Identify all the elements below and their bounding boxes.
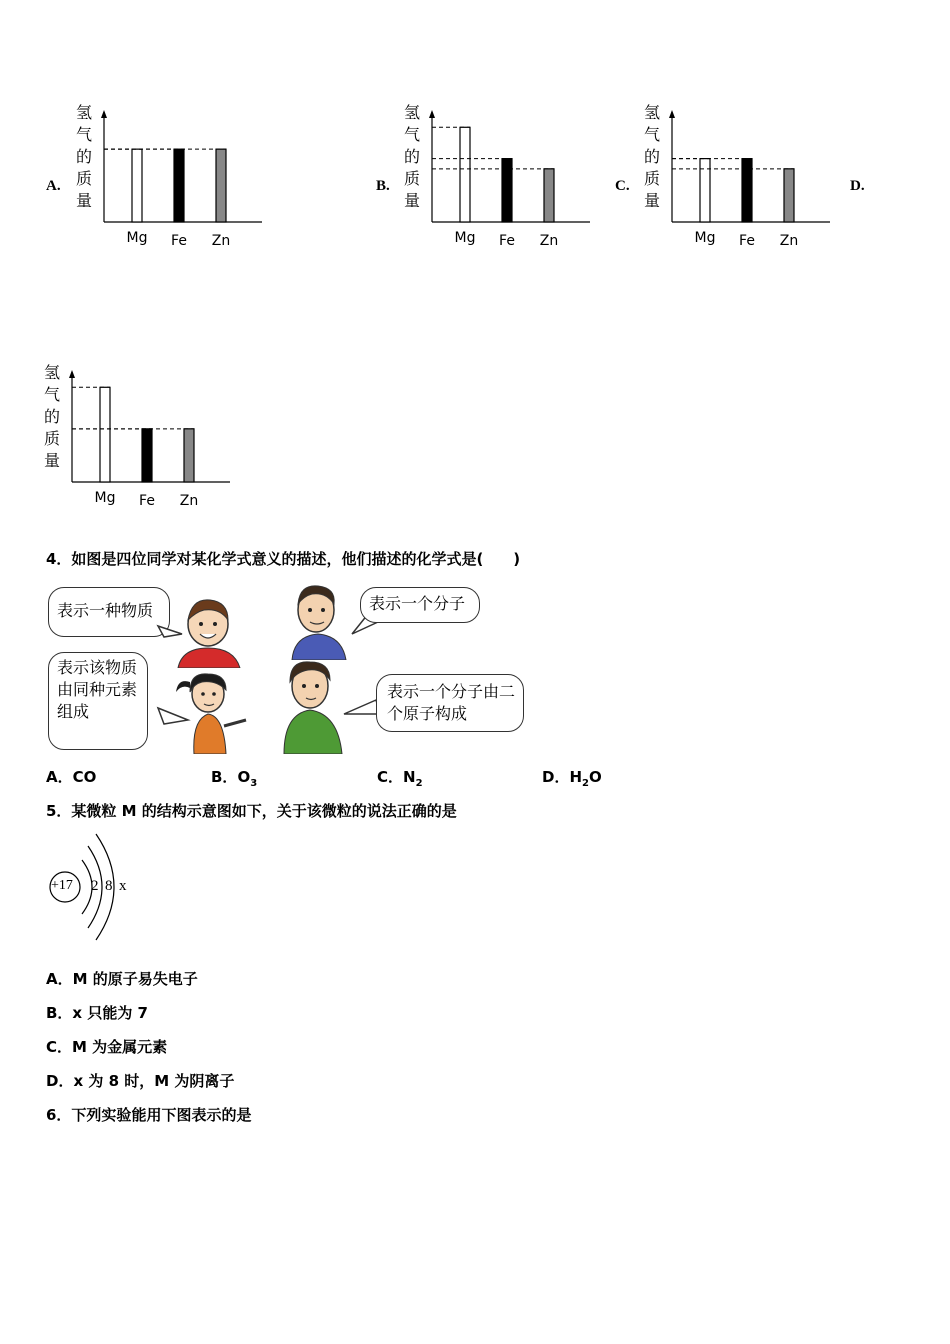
y-axis-label-char: 氢 <box>44 363 61 382</box>
shell-1-count: 2 <box>91 878 99 894</box>
bar-zn <box>184 429 194 482</box>
question-5-text: 5．某微粒 M 的结构示意图如下，关于该微粒的说法正确的是 <box>46 802 457 820</box>
q4-choice-d-subscript: 2 <box>582 778 589 789</box>
bar-zn <box>784 169 794 222</box>
bar-fe <box>742 159 752 222</box>
q4-choice-c-formula: N <box>403 768 416 786</box>
y-axis-label-char: 氢 <box>76 103 93 122</box>
y-axis-label-char: 的 <box>76 147 93 166</box>
x-tick-label: Zn <box>779 233 799 249</box>
y-axis-arrow <box>101 110 107 118</box>
q4-choice-b[interactable] <box>211 766 257 789</box>
q4-choice-d-formula: H <box>569 768 583 786</box>
x-tick-label: Zn <box>211 233 231 249</box>
student-4-figure <box>280 658 354 754</box>
x-tick-label: Mg <box>126 230 148 246</box>
bar-fe <box>502 159 512 222</box>
speech-bubble-4 <box>376 674 524 732</box>
option-letter-a: A. <box>46 178 61 194</box>
x-tick-label: Fe <box>499 233 515 249</box>
speech-bubble-2 <box>360 587 480 623</box>
y-axis-label-char: 量 <box>644 191 661 210</box>
x-tick-label: Fe <box>739 233 755 249</box>
bar-chart-c <box>642 98 837 262</box>
student-3-figure <box>172 668 252 754</box>
y-axis-arrow <box>429 110 435 118</box>
q4-choice-d[interactable] <box>542 766 602 789</box>
x-tick-label: Fe <box>171 233 187 249</box>
y-axis-label-char: 气 <box>404 125 421 144</box>
x-tick-label: Mg <box>454 230 476 246</box>
bar-fe <box>142 429 152 482</box>
bar-chart-d <box>42 358 237 522</box>
x-tick-label: Mg <box>694 230 716 246</box>
x-tick-label: Zn <box>179 493 199 509</box>
q5-choice-d[interactable]: D．x 为 8 时，M 为阴离子 <box>46 1072 235 1090</box>
y-axis-label-char: 质 <box>404 169 421 188</box>
option-letter-b: B. <box>376 178 390 194</box>
q4-choice-c[interactable] <box>377 766 423 789</box>
atomic-structure-diagram <box>46 832 136 942</box>
q5-choice-b[interactable]: B．x 只能为 7 <box>46 1004 148 1022</box>
bubble-4-text: 表示一个分子由二个原子构成 <box>387 682 516 723</box>
bar-mg <box>700 159 710 222</box>
q4-choice-c-letter: C． <box>377 768 404 786</box>
x-tick-label: Mg <box>94 490 116 506</box>
bar-mg <box>100 387 110 482</box>
bar-chart-b <box>402 98 597 262</box>
bubble-3-text: 表示该物质由同种元素组成 <box>57 658 138 721</box>
nucleus-charge: +17 <box>51 878 73 893</box>
y-axis-label-char: 的 <box>404 147 421 166</box>
y-axis-label-char: 的 <box>44 407 61 426</box>
y-axis-label-char: 量 <box>76 191 93 210</box>
q4-choice-d-letter: D． <box>542 768 570 786</box>
student-1-figure <box>174 594 244 668</box>
students-illustration <box>46 582 526 757</box>
y-axis-label-char: 量 <box>404 191 421 210</box>
y-axis-label-char: 量 <box>44 451 61 470</box>
y-axis-arrow <box>669 110 675 118</box>
bar-zn <box>544 169 554 222</box>
q4-choice-b-letter: B． <box>211 768 238 786</box>
y-axis-arrow <box>69 370 75 378</box>
q4-choice-b-subscript: 3 <box>250 778 258 789</box>
bar-zn <box>216 149 226 222</box>
x-tick-label: Zn <box>539 233 559 249</box>
bar-chart-a <box>74 98 269 262</box>
student-2-figure <box>286 582 352 660</box>
q4-choice-c-subscript: 2 <box>415 778 423 789</box>
option-letter-c: C. <box>615 178 630 194</box>
q4-choice-a[interactable] <box>46 766 96 787</box>
y-axis-label-char: 气 <box>76 125 93 144</box>
y-axis-label-char: 质 <box>644 169 661 188</box>
shell-3-count: x <box>119 878 127 894</box>
y-axis-label-char: 质 <box>76 169 93 188</box>
question-6-text: 6．下列实验能用下图表示的是 <box>46 1106 252 1124</box>
y-axis-label-char: 气 <box>644 125 661 144</box>
shell-2-count: 8 <box>105 878 113 894</box>
y-axis-label-char: 气 <box>44 385 61 404</box>
bar-fe <box>174 149 184 222</box>
bubble-2-text: 表示一个分子 <box>369 594 466 613</box>
question-4-text: 4．如图是四位同学对某化学式意义的描述，他们描述的化学式是( ) <box>46 550 521 568</box>
bar-mg <box>460 127 470 222</box>
bar-mg <box>132 149 142 222</box>
q5-choice-c[interactable]: C．M 为金属元素 <box>46 1038 168 1056</box>
q5-choice-a[interactable]: A．M 的原子易失电子 <box>46 970 198 988</box>
speech-bubble-3 <box>48 652 148 750</box>
q4-choice-a-letter: A． <box>46 768 73 786</box>
q4-choice-d-formula-tail: O <box>588 768 602 786</box>
y-axis-label-char: 氢 <box>404 103 421 122</box>
y-axis-label-char: 质 <box>44 429 61 448</box>
bubble-1-text: 表示一种物质 <box>57 601 154 620</box>
y-axis-label-char: 的 <box>644 147 661 166</box>
q4-choice-a-formula: CO <box>72 768 97 786</box>
option-letter-d: D. <box>850 178 865 194</box>
y-axis-label-char: 氢 <box>644 103 661 122</box>
x-tick-label: Fe <box>139 493 155 509</box>
q4-choice-b-formula: O <box>237 768 251 786</box>
